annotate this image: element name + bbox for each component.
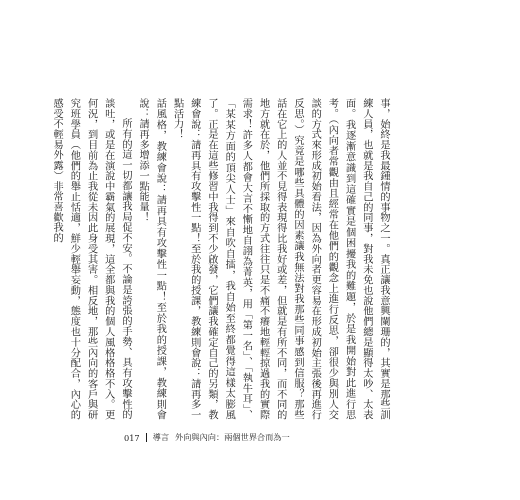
footer-divider bbox=[146, 433, 147, 442]
paragraph: 事，始終是我最鍾情的事物之一。真正讓我意興闌珊的，其實是那些訓練人員，也就是我自己的同事，對我未免也說他們總是顯得太吵、太表面。我逐漸意識到這確實是個困擾我的難題，於是我開始對此進行思考。（內向者常觀由且經常在他們的觀念上進行反思，卻很少與別人交談的方式來形成初始看法，因為外向者更容易在形成初始主張後再進行反思。）究竟是哪些具體的因素讓我無法對我那些同事感到信服？那些話在它上的人並不見得表現得比我好或差，但就是有所不同，而不同的地方就在於，他們所採取的方式往往只是不痛不癢地輕輕掠過我的實際需求！許多人都會大言不慚地自詡為菁英，用「第一名」、「執牛耳」、「某某方面的頂尖人士」來自吹自擂，我自始至終都覺得這樣太膨風了。正是在這些修習中我得到不少啟發，它們讓我確定自己的另類，教練會說：請再具有攻擊性一點！至於我的授課，教練則會說：請再多一點活力！ bbox=[171, 98, 389, 420]
section-label: 導言 bbox=[152, 432, 170, 442]
paragraph: 所有的這一切都讓我局促不安。不論是誇張的手勢、具有攻擊性的談吐，或是在演說中霸氣的展現，這全都與我的個人風格格格不入。更何況，到目前為止我從未因此身受其害。相反地，那些內向的客戶與研究班學員（他們的舉止恬適，鮮少輕舉妄動，態度也十分配合，內心的感受不輕易外露）非常喜歡我的 bbox=[51, 98, 131, 420]
page-number: 017 bbox=[124, 432, 140, 443]
page-footer bbox=[124, 432, 290, 443]
paragraph: 話風格，教練會說：請再具有攻擊性一點！至於我的授課，教練則會說：請再多增添一點能量！ bbox=[137, 98, 166, 420]
body-text bbox=[51, 98, 392, 420]
chapter-title: 外向與內向：兩個世界合而為一 bbox=[175, 432, 290, 442]
